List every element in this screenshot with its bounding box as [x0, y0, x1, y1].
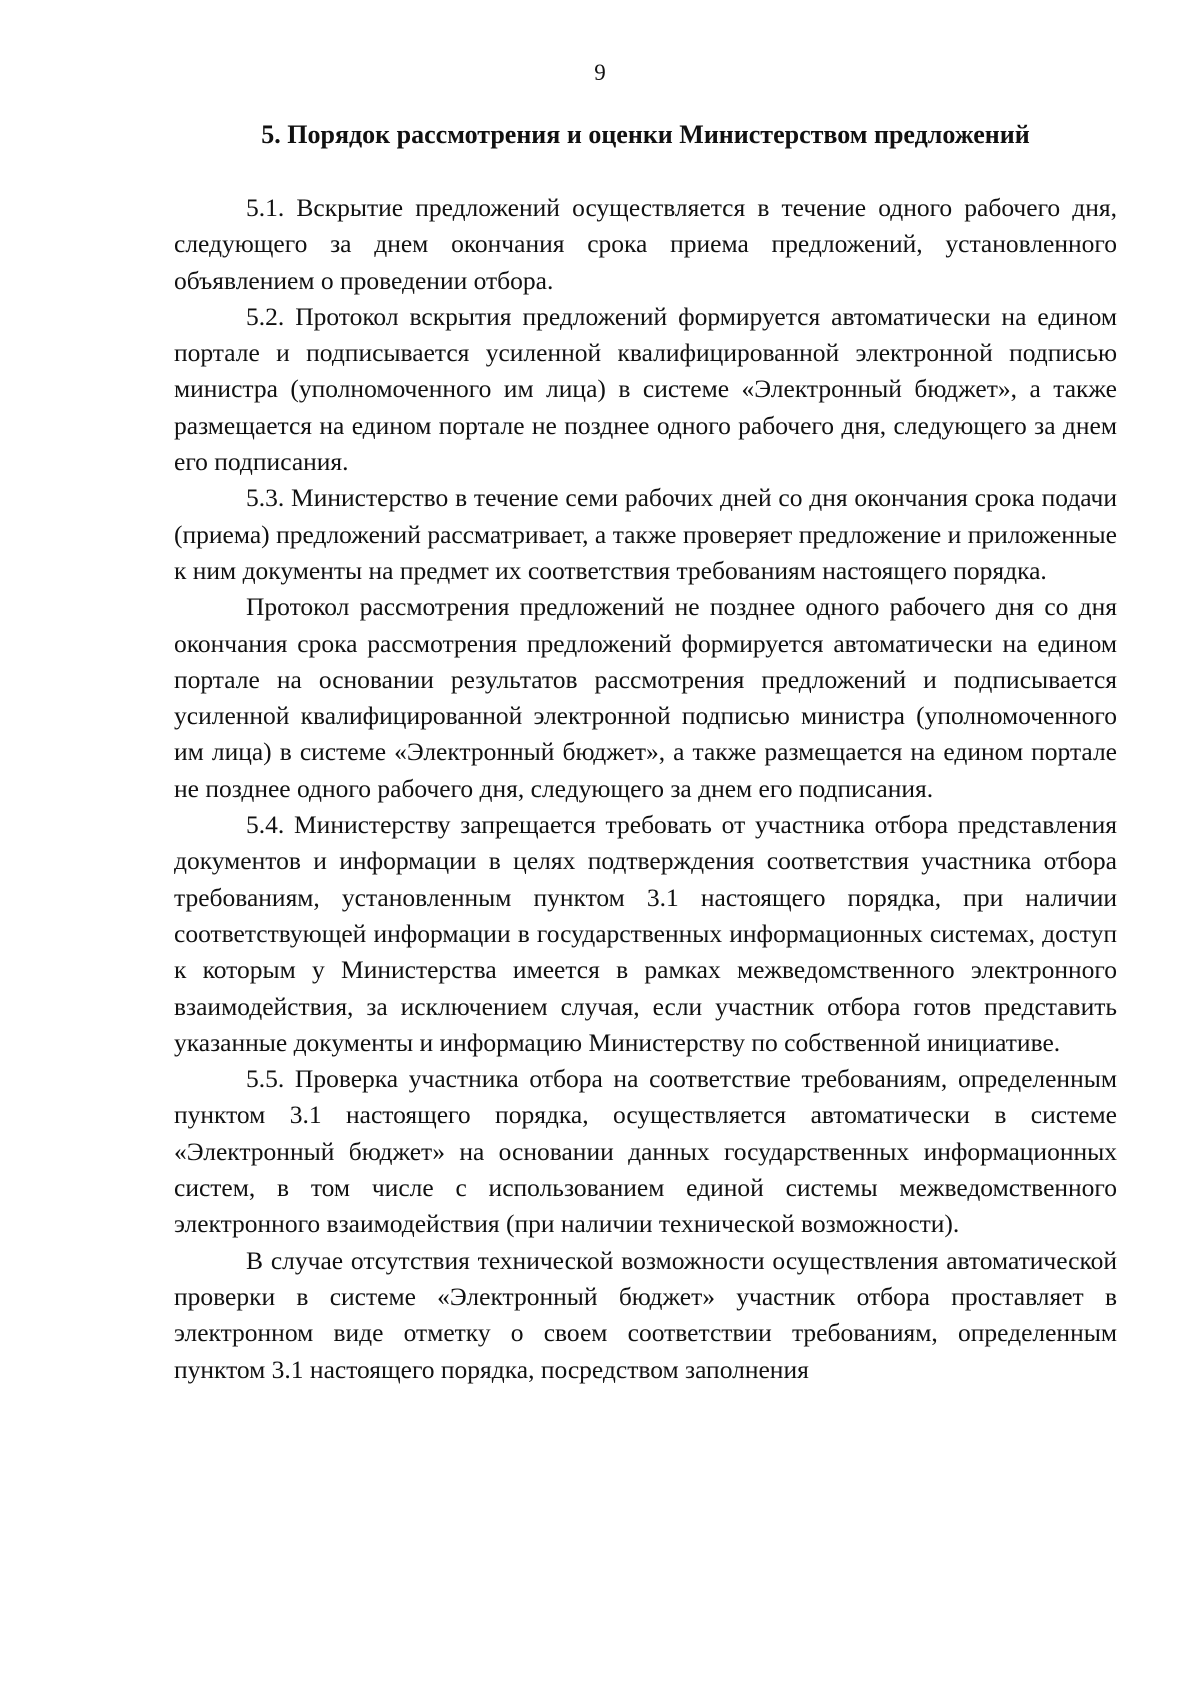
page-number: 9	[594, 60, 606, 85]
paragraph-5-3: 5.3. Министерство в течение семи рабочих дней со дня окончания срока подачи (приема) предложений рассматривает, а также проверяет предложение и приложенные к ним документы на предмет их соответствия требованиям настоящего порядка.	[174, 483, 1117, 585]
section-title: 5. Порядок рассмотрения и оценки Министерством предложений	[261, 120, 1030, 149]
paragraph-5-5: 5.5. Проверка участника отбора на соответствие требованиям, определенным пунктом 3.1 настоящего порядка, осуществляется автоматически в системе «Электронный бюджет» на основании данных государственных информационных систем, в том числе с использованием единой системы межведомственного электронного взаимодействия (при наличии технической возможности).	[174, 1064, 1117, 1239]
paragraph-review-protocol: Протокол рассмотрения предложений не позднее одного рабочего дня со дня окончания срока рассмотрения предложений формируется автоматически на едином портале на основании результатов рассмотрения предложений и подписывается усиленной квалифицированной электронной подписью министра (уполномоченного им лица) в системе «Электронный бюджет», а также размещается на едином портале не позднее одного рабочего дня, следующего за днем его подписания.	[174, 592, 1117, 803]
paragraph-5-4: 5.4. Министерству запрещается требовать от участника отбора представления документов и информации в целях подтверждения соответствия участника отбора требованиям, установленным пунктом 3.1 настоящего порядка, при наличии соответствующей информации в государственных информационных системах, доступ к которым у Министерства имеется в рамках межведомственного электронного взаимодействия, за исключением случая, если участник отбора готов представить указанные документы и информацию Министерству по собственной инициативе.	[174, 810, 1117, 1057]
paragraph-no-technical-possibility: В случае отсутствия технической возможности осуществления автоматической проверки в системе «Электронный бюджет» участник отбора проставляет в электронном виде отметку о своем соответствии требованиям, определенным пунктом 3.1 настоящего порядка, посредством заполнения	[174, 1245, 1117, 1384]
paragraph-5-1: 5.1. Вскрытие предложений осуществляется в течение одного рабочего дня, следующего за днем окончания срока приема предложений, установленного объявлением о проведении отбора.	[174, 193, 1117, 295]
document-body	[174, 190, 1117, 1388]
paragraph-5-2: 5.2. Протокол вскрытия предложений формируется автоматически на едином портале и подписывается усиленной квалифицированной электронной подписью министра (уполномоченного им лица) в системе «Электронный бюджет», а также размещается на едином портале не позднее одного рабочего дня, следующего за днем его подписания.	[174, 301, 1117, 477]
